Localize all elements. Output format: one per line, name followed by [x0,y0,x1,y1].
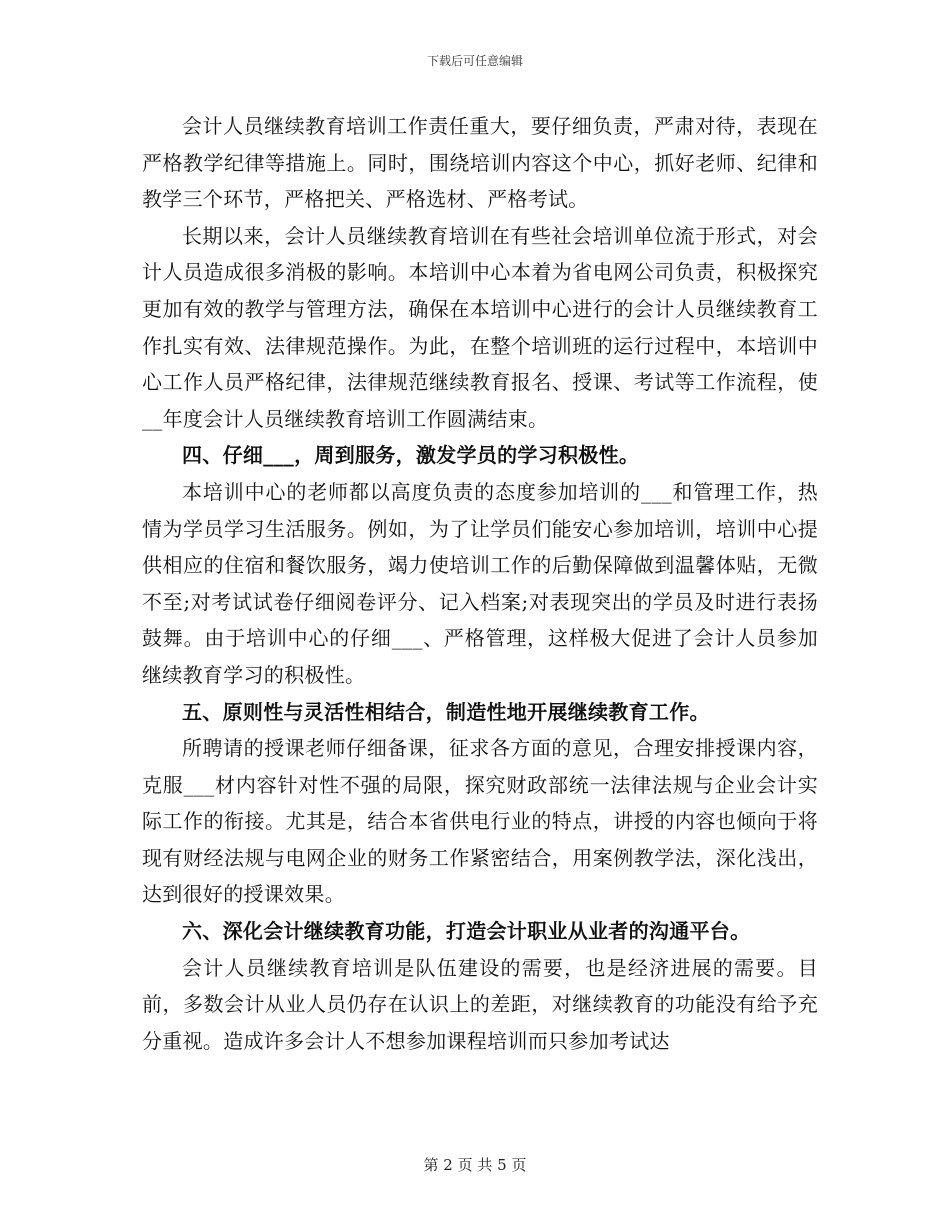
document-body [142,108,818,1059]
page-header: 下载后可任意编辑 [426,54,523,68]
paragraph-teaching: 所聘请的授课老师仔细备课，征求各方面的意见，合理安排授课内容，克服___材内容针对性不强的局限，探究财政部统一法律法规与企业会计实际工作的衔接。尤其是，结合本省供电行业的特点，讲授的内容也倾向于将现有财经法规与电网企业的财务工作紧密结合，用案例教学法，深化浅出，达到很好的授课效果。 [142,736,818,907]
section-heading-5: 五、原则性与灵活性相结合，制造性地开展继续教育工作。 [182,699,710,724]
section-heading-4: 四、仔细___，周到服务，激发学员的学习积极性。 [182,443,640,468]
page-number: 第 2 页 共 5 页 [423,1156,527,1174]
paragraph-long-term: 长期以来，会计人员继续教育培训在有些社会培训单位流于形式，对会计人员造成很多消极的影响。本培训中心本着为省电网公司负责，积极探究更加有效的教学与管理方法，确保在本培训中心进行的会计人员继续教育工作扎实有效、法律规范操作。为此，在整个培训班的运行过程中，本培训中心工作人员严格纪律，法律规范继续教育报名、授课、考试等工作流程，使__年度会计人员继续教育培训工作圆满结束。 [142,223,818,431]
paragraph-service: 本培训中心的老师都以高度负责的态度参加培训的___和管理工作，热情为学员学习生活服务。例如，为了让学员们能安心参加培训，培训中心提供相应的住宿和餐饮服务，竭力使培训工作的后勤保障做到温馨体贴，无微不至;对考试试卷仔细阅卷评分、记入档案;对表现突出的学员及时进行表扬鼓舞。由于培训中心的仔细___、严格管理，这样极大促进了会计人员参加继续教育学习的积极性。 [142,479,818,687]
paragraph-responsibility: 会计人员继续教育培训工作责任重大，要仔细负责，严肃对待，表现在严格教学纪律等措施上。同时，围绕培训内容这个中心，抓好老师、纪律和教学三个环节，严格把关、严格选材、严格考试。 [142,114,818,212]
paragraph-function: 会计人员继续教育培训是队伍建设的需要，也是经济进展的需要。目前，多数会计从业人员仍存在认识上的差距，对继续教育的功能没有给予充分重视。造成许多会计人不想参加课程培训而只参加考试达 [142,955,818,1053]
section-heading-6: 六、深化会计继续教育功能，打造会计职业从业者的沟通平台。 [182,919,751,944]
